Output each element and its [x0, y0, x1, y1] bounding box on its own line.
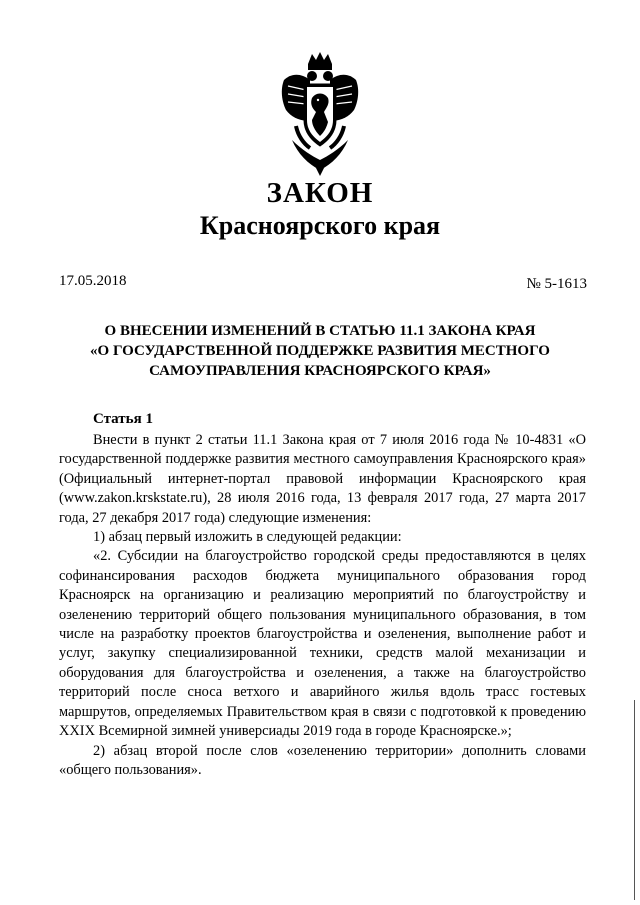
body-paragraph: «2. Субсидии на благоустройство городской среды предоставляются в целях софинансирования расходов бюджета муниципального образования город Красноярск на организацию и реализацию мероприятий по благоустройству и озеленению территорий общего пользования муниципального образования, в том числе на разработку проектов благоустройства и озеленения, выполнение работ и услуг, закупку специализированной техники, средств малой механизации и оборудования для благоустройства и озеленения, а также на благоустройство территорий после сноса ветхого и аварийного жилья вдоль трасс гостевых маршрутов, определяемых Правительством края в связи с подготовкой к проведению XXIX Всемирной зимней универсиады 2019 года в городе Красноярске.»;: [59, 548, 586, 740]
article-body: [59, 431, 586, 780]
heading-line: САМОУПРАВЛЕНИЯ КРАСНОЯРСКОГО КРАЯ»: [149, 363, 491, 379]
document-title: ЗАКОН: [266, 177, 374, 209]
document-number: № 5-1613: [526, 276, 587, 292]
heading-line: «О ГОСУДАРСТВЕННОЙ ПОДДЕРЖКЕ РАЗВИТИЯ МЕСТНОГО: [90, 343, 550, 359]
body-paragraph: 1) абзац первый изложить в следующей редакции:: [93, 529, 402, 546]
heading-line: О ВНЕСЕНИИ ИЗМЕНЕНИЙ В СТАТЬЮ 11.1 ЗАКОНА КРАЯ: [104, 323, 536, 339]
article-title: Статья 1: [93, 411, 153, 427]
scan-edge-line: [634, 700, 635, 900]
body-paragraph: Внести в пункт 2 статьи 11.1 Закона края от 7 июля 2016 года № 10-4831 «О государственной поддержке развития местного самоуправления Красноярского края» (Официальный интернет-портал правовой информации Красноярского края (www.zakon.krskstate.ru), 28 июля 2016 года, 13 февраля 2017 года, 27 марта 2017 года, 27 декабря 2017 года) следующие изменения:: [59, 432, 586, 526]
document-date: 17.05.2018: [59, 273, 127, 289]
law-heading: [60, 321, 580, 381]
coat-of-arms-emblem: [276, 50, 364, 176]
document-subtitle: Красноярского края: [199, 211, 441, 240]
body-paragraph: 2) абзац второй после слов «озеленению территории» дополнить словами «общего пользования».: [59, 742, 586, 778]
